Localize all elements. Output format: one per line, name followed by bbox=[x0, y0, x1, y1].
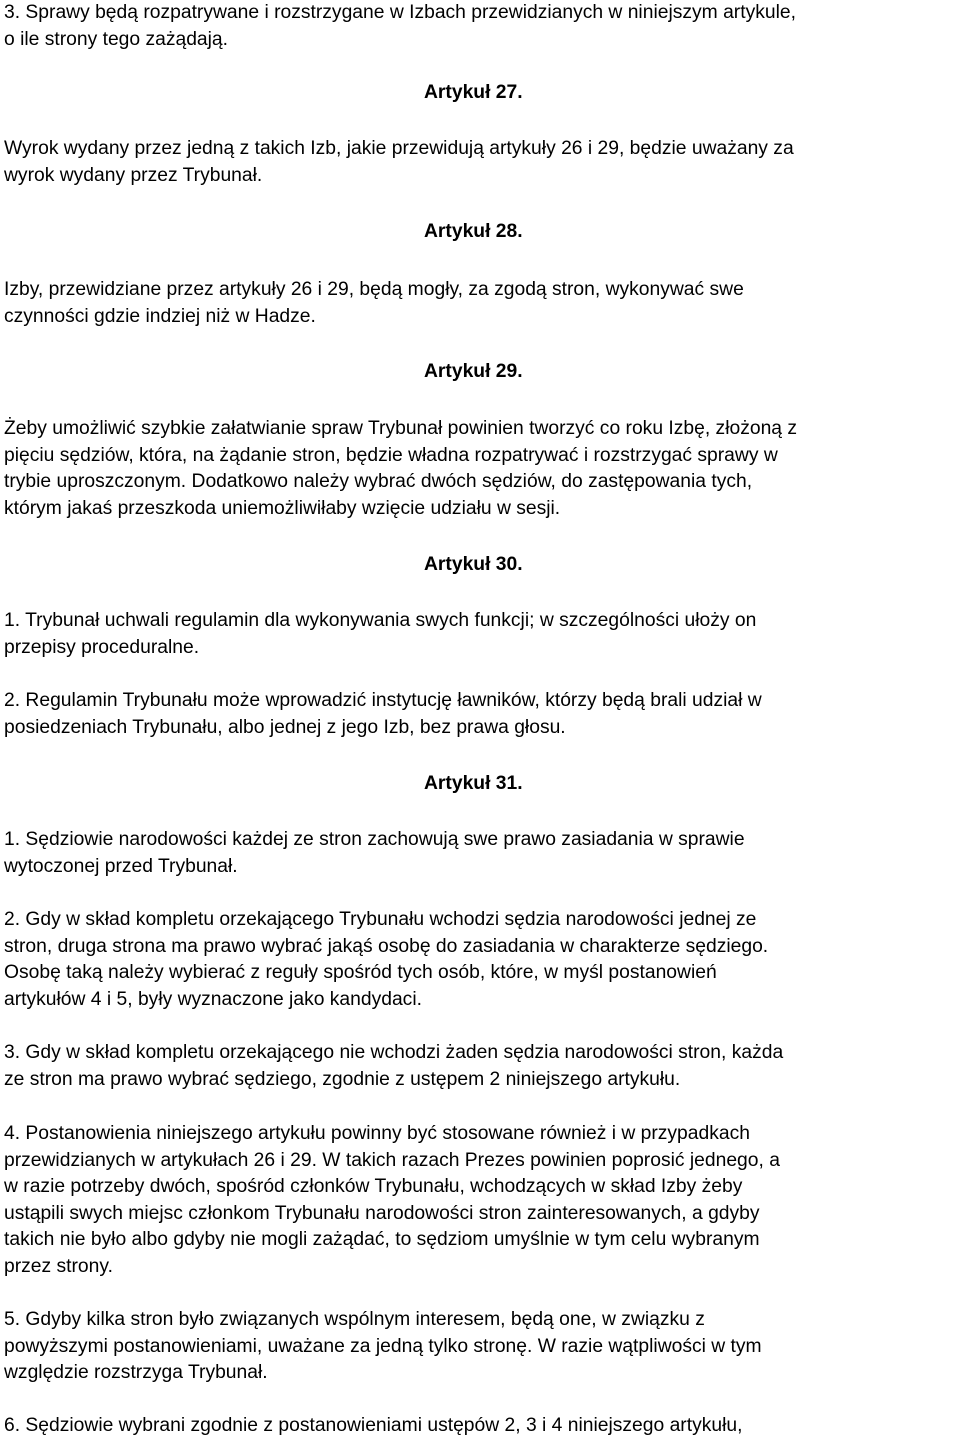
paragraph-art31-section2: 2. Gdy w skład kompletu orzekającego Trybunału wchodzi sędzia narodowości jednej ze stron, druga strona ma prawo wybrać jakąś osobę do zasiadania w charakterze sędziego. Osobę taką należy wybierać z reguły spośród tych osób, które, w myśl postanowień artykułów 4 i 5, były wyznaczone jako kandydaci. bbox=[4, 909, 769, 1010]
article-27-heading: Artykuł 27. bbox=[424, 82, 523, 103]
paragraph-art31-section5: 5. Gdyby kilka stron było związanych wspólnym interesem, będą one, w związku z powyższymi postanowieniami, uważane za jedną tylko stronę. W razie wątpliwości w tym względzie rozstrzyga Trybunał. bbox=[4, 1309, 762, 1383]
article-29-heading: Artykuł 29. bbox=[424, 361, 523, 382]
paragraph-art26-section3: 3. Sprawy będą rozpatrywane i rozstrzygane w Izbach przewidzianych w niniejszym artykule, o ile strony tego zażądają. bbox=[4, 2, 796, 50]
article-30-heading: Artykuł 30. bbox=[424, 554, 523, 575]
paragraph-art28: Izby, przewidziane przez artykuły 26 i 29, będą mogły, za zgodą stron, wykonywać swe czynności gdzie indziej niż w Hadze. bbox=[4, 279, 744, 327]
paragraph-art27: Wyrok wydany przez jedną z takich Izb, jakie przewidują artykuły 26 i 29, będzie uważany za wyrok wydany przez Trybunał. bbox=[4, 138, 794, 186]
paragraph-art31-section4: 4. Postanowienia niniejszego artykułu powinny być stosowane również i w przypadkach przewidzianych w artykułach 26 i 29. W takich razach Prezes powinien poprosić jednego, a w razie potrzeby dwóch, spośród członków Trybunału, wchodzących w skład Izby żeby ustąpili swych miejsc członkom Trybunału narodowości stron zainteresowanych, a gdyby takich nie było albo gdyby nie mogli zażądać, to sędziom umyślnie w tym celu wybranym przez strony. bbox=[4, 1123, 780, 1277]
paragraph-art31-section1: 1. Sędziowie narodowości każdej ze stron zachowują swe prawo zasiadania w sprawie wytoczonej przed Trybunał. bbox=[4, 829, 745, 877]
article-31-heading: Artykuł 31. bbox=[424, 773, 523, 794]
paragraph-art30-section1: 1. Trybunał uchwali regulamin dla wykonywania swych funkcji; w szczególności ułoży on przepisy proceduralne. bbox=[4, 610, 757, 658]
article-28-heading: Artykuł 28. bbox=[424, 221, 523, 242]
paragraph-art30-section2: 2. Regulamin Trybunału może wprowadzić instytucję ławników, którzy będą brali udział w posiedzeniach Trybunału, albo jednej z jego Izb, bez prawa głosu. bbox=[4, 690, 762, 738]
paragraph-art29: Żeby umożliwić szybkie załatwianie spraw Trybunał powinien tworzyć co roku Izbę, złożoną z pięciu sędziów, która, na żądanie stron, będzie władna rozpatrywać i rozstrzygać sprawy w trybie uproszczonym. Dodatkowo należy wybrać dwóch sędziów, do zastępowania tych, którym jakaś przeszkoda uniemożliwiłaby wzięcie udziału w sesji. bbox=[4, 418, 798, 519]
paragraph-art31-section6: 6. Sędziowie wybrani zgodnie z postanowieniami ustępów 2, 3 i 4 niniejszego artykułu, bbox=[4, 1415, 743, 1436]
paragraph-art31-section3: 3. Gdy w skład kompletu orzekającego nie wchodzi żaden sędzia narodowości stron, każda ze stron ma prawo wybrać sędziego, zgodnie z ustępem 2 niniejszego artykułu. bbox=[4, 1042, 784, 1090]
